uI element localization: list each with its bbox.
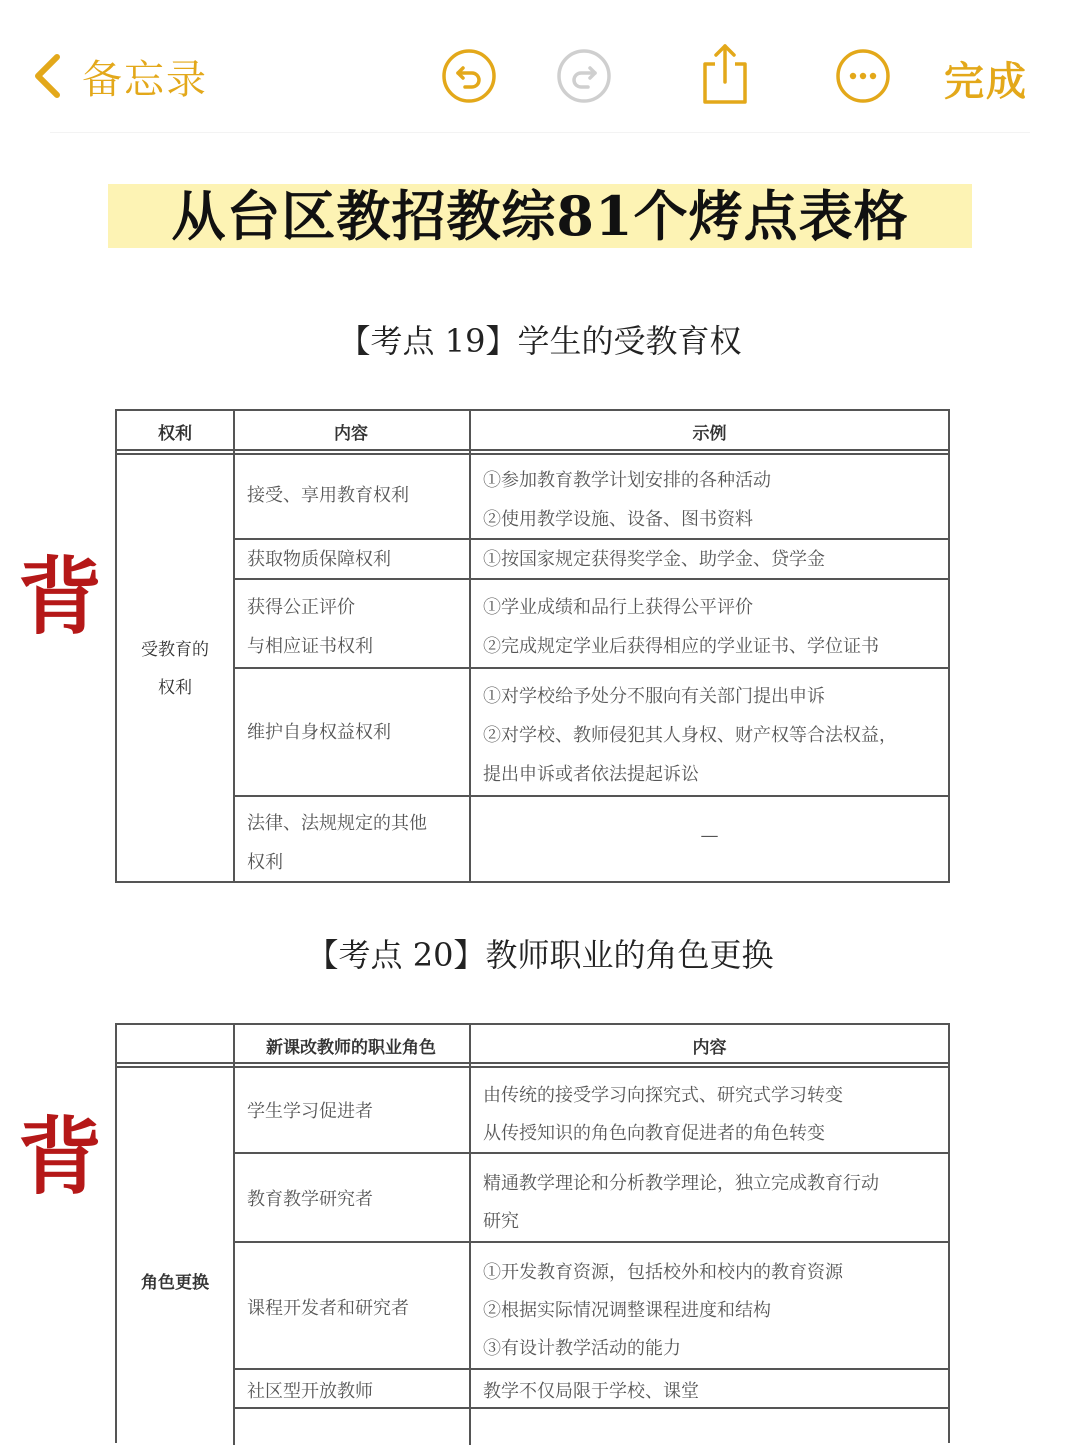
header-rights: 权利 bbox=[158, 424, 192, 444]
rights-table bbox=[115, 409, 950, 883]
back-button[interactable] bbox=[30, 48, 208, 104]
memorize-stamp: 背 bbox=[18, 1107, 103, 1206]
redo-icon bbox=[556, 48, 612, 104]
section2-heading-prefix: 【考点 20】 bbox=[306, 936, 486, 974]
header-content: 内容 bbox=[692, 1038, 727, 1058]
nav-bar bbox=[0, 0, 1080, 140]
table-row-content: 获得公正评价 与相应证书权利 bbox=[247, 597, 373, 657]
table-row-example: ①按国家规定获得奖学金、助学金、贷学金 bbox=[483, 549, 825, 570]
table-divider bbox=[233, 1025, 235, 1445]
memorize-stamp: 背 bbox=[18, 547, 103, 646]
redo-button[interactable] bbox=[556, 48, 612, 104]
page-title: 从台区教招教综81个烤点表格 bbox=[171, 184, 909, 248]
table-divider bbox=[117, 1066, 950, 1068]
more-button[interactable] bbox=[835, 48, 891, 104]
table-divider bbox=[469, 1025, 471, 1445]
more-icon bbox=[835, 48, 891, 104]
table-row-content: 由传统的接受学习向探究式、研究式学习转变 从传授知识的角色向教育促进者的角色转变 bbox=[483, 1085, 843, 1144]
table-divider bbox=[233, 1241, 950, 1243]
table-divider bbox=[117, 1062, 950, 1064]
table-row-example: ①学业成绩和品行上获得公平评价 ②完成规定学业后获得相应的学业证书、学位证书 bbox=[483, 597, 879, 657]
table-row-example: ①对学校给予处分不服向有关部门提出申诉 ②对学校、教师侵犯其人身权、财产权等合法权益， 提出申诉或者依法提起诉讼 bbox=[483, 686, 897, 785]
section1-heading bbox=[0, 316, 1080, 362]
table-row-role: 教育教学研究者 bbox=[247, 1189, 373, 1210]
done-button[interactable]: 完成 bbox=[944, 59, 1028, 105]
section1-heading-title: 学生的受教育权 bbox=[517, 322, 742, 360]
share-icon bbox=[697, 42, 753, 106]
table-row-content: ①开发教育资源，包括校外和校内的教育资源 ②根据实际情况调整课程进度和结构 ③有设计教学活动的能力 bbox=[483, 1262, 843, 1359]
table-divider bbox=[233, 1368, 950, 1370]
table-divider bbox=[233, 578, 950, 580]
table-row-example: ①参加教育教学计划安排的各种活动 ②使用教学设施、设备、图书资料 bbox=[483, 470, 771, 530]
roles-table bbox=[115, 1023, 950, 1443]
table-row-content: 法律、法规规定的其他 权利 bbox=[247, 813, 427, 873]
undo-button[interactable] bbox=[441, 48, 497, 104]
table-row-content: 接受、享用教育权利 bbox=[247, 485, 409, 506]
table-row-content: 教学不仅局限于学校、课堂 bbox=[483, 1381, 699, 1402]
section2-heading-title: 教师职业的角色更换 bbox=[485, 936, 774, 974]
table-row-example: — bbox=[700, 825, 719, 846]
header-content: 内容 bbox=[334, 424, 368, 444]
table-divider bbox=[117, 449, 950, 451]
table-divider bbox=[233, 411, 235, 883]
section2-heading bbox=[0, 930, 1080, 976]
table-row-role: 社区型开放教师 bbox=[247, 1381, 373, 1402]
table-divider bbox=[469, 411, 471, 883]
table-row-role: 学生学习促进者 bbox=[247, 1101, 373, 1122]
table-row-content: 维护自身权益权利 bbox=[247, 722, 391, 743]
group-label: 受教育的 权利 bbox=[141, 640, 209, 698]
header-role: 新课改教师的职业角色 bbox=[266, 1038, 436, 1058]
table-divider bbox=[233, 667, 950, 669]
table-row-content: 精通教学理论和分析教学理论，独立完成教育行动 研究 bbox=[483, 1173, 879, 1232]
share-button[interactable] bbox=[697, 42, 753, 106]
chevron-left-icon bbox=[30, 51, 64, 101]
nav-divider bbox=[50, 132, 1030, 133]
table-divider bbox=[233, 795, 950, 797]
table-row-content: 获取物质保障权利 bbox=[247, 549, 391, 570]
group-label: 角色更换 bbox=[141, 1273, 209, 1293]
header-example: 示例 bbox=[692, 424, 727, 444]
table-row-role: 课程开发者和研究者 bbox=[247, 1298, 409, 1319]
table-divider bbox=[117, 453, 950, 455]
section1-heading-prefix: 【考点 19】 bbox=[338, 322, 518, 360]
back-label: 备忘录 bbox=[82, 56, 208, 103]
table-divider bbox=[233, 1407, 950, 1409]
undo-icon bbox=[441, 48, 497, 104]
